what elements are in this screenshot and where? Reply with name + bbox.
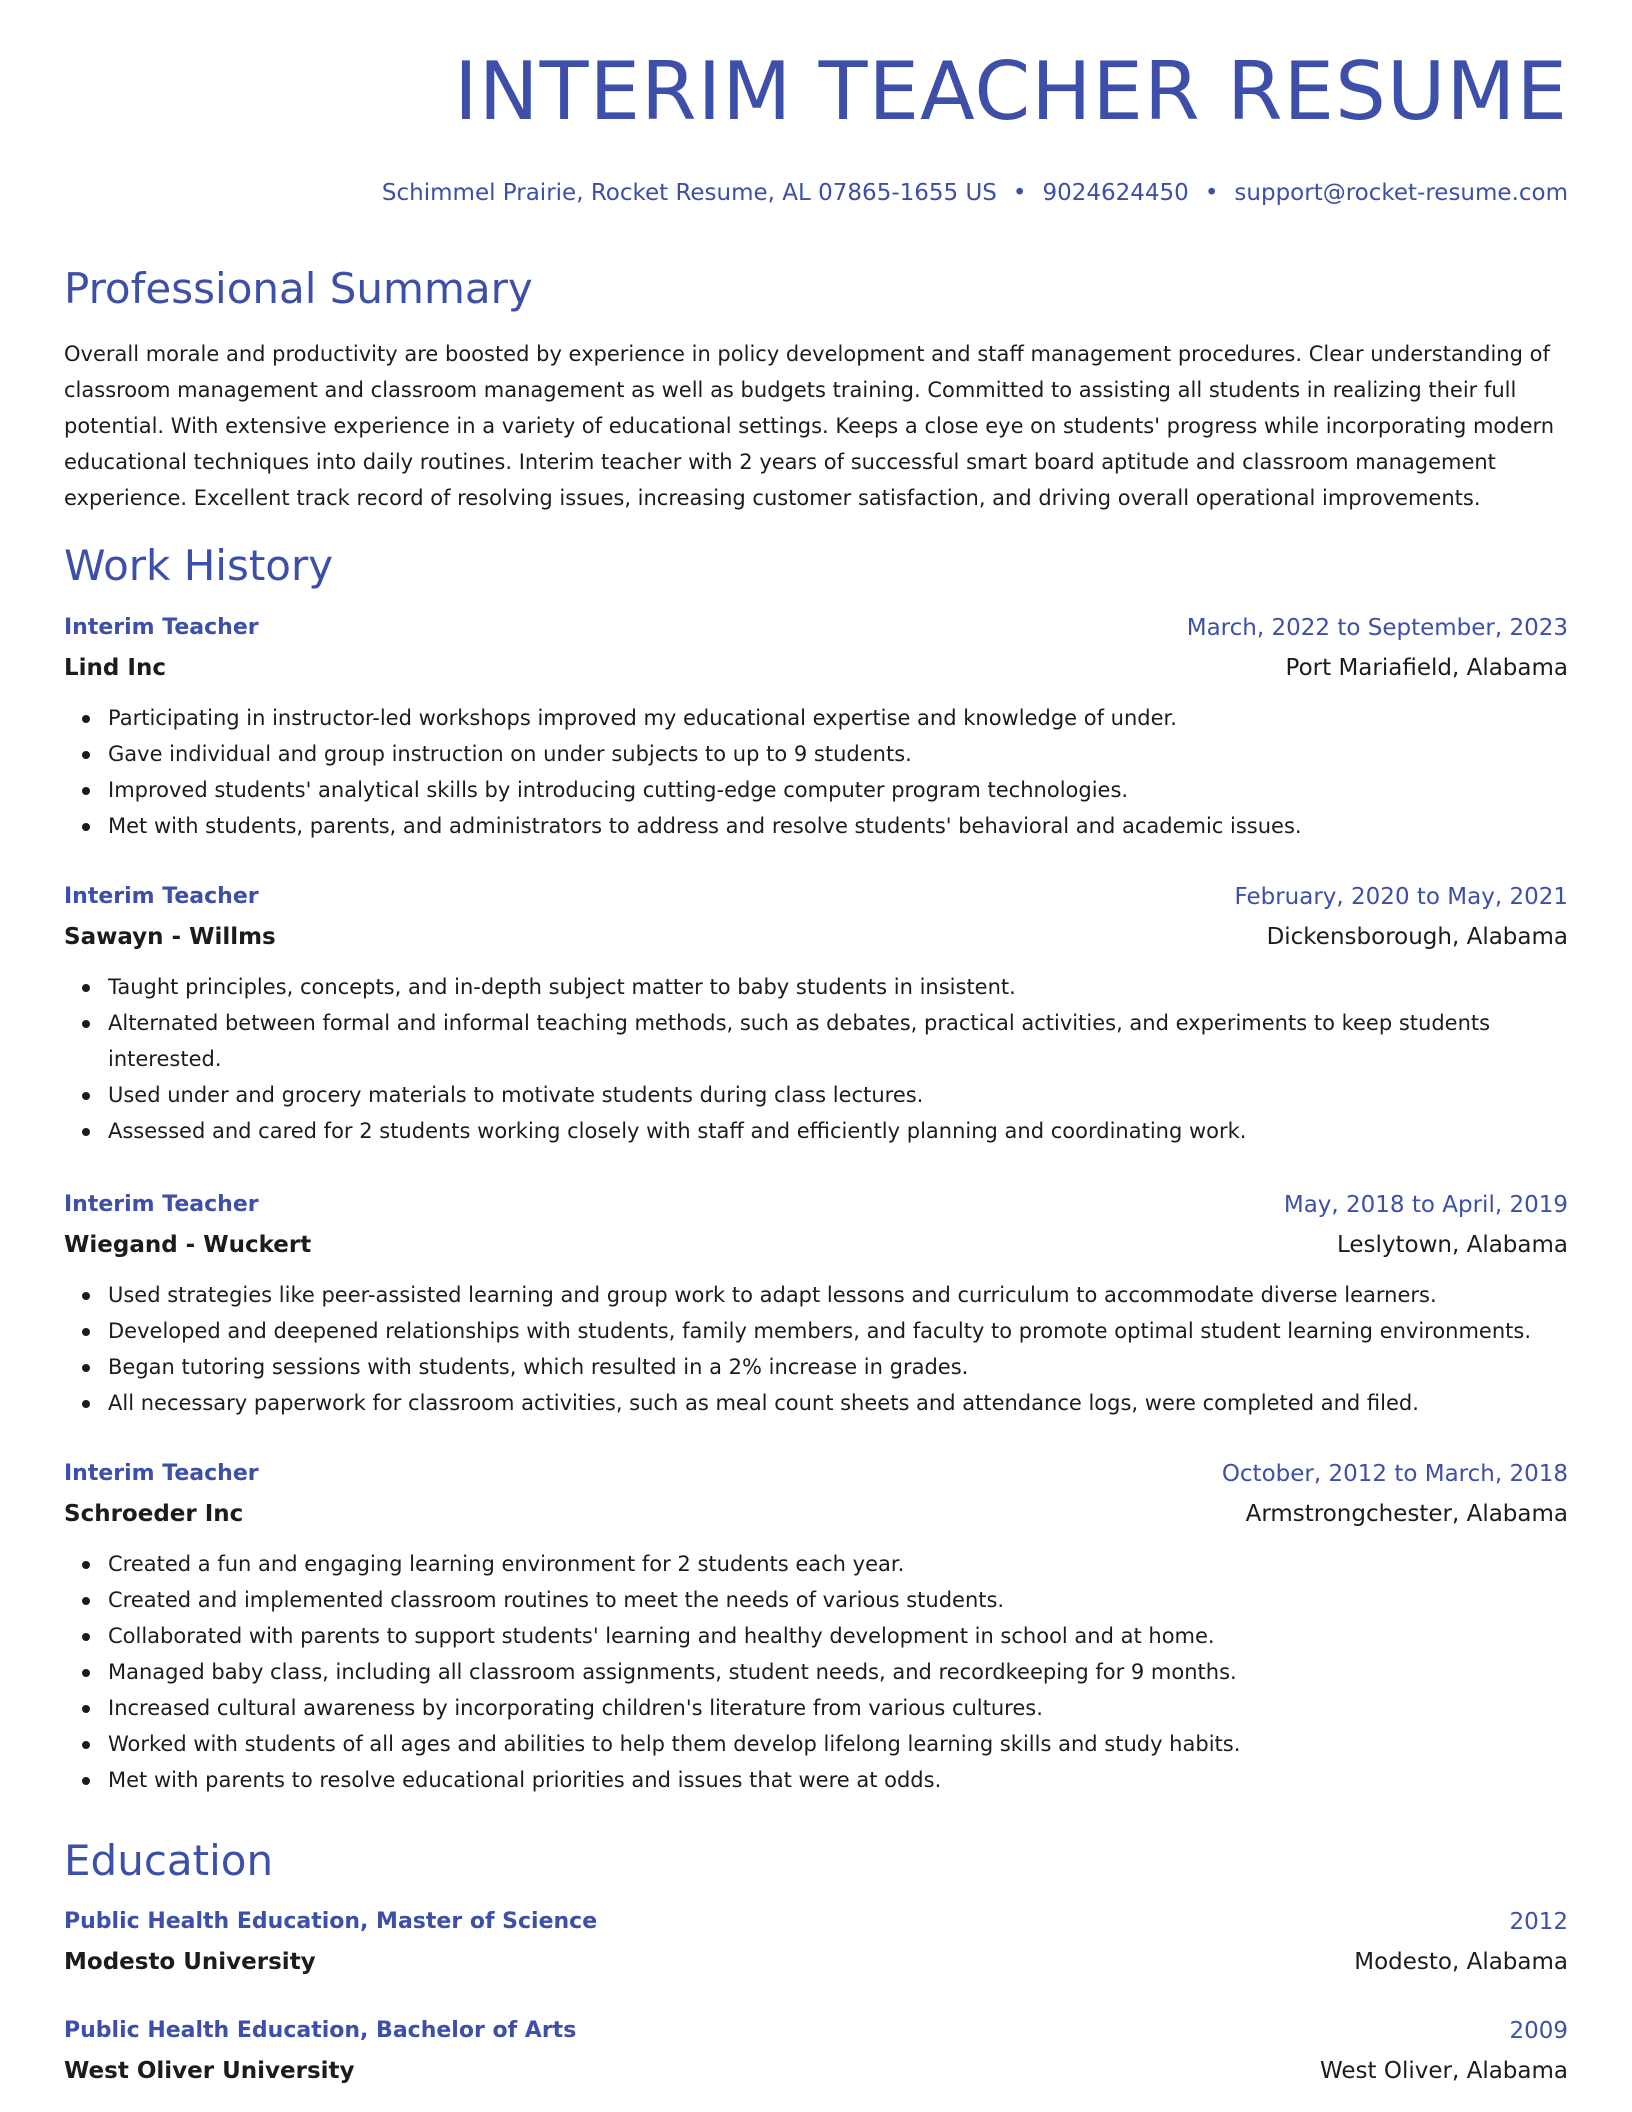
job-location: Leslytown, Alabama xyxy=(1336,1232,1568,1258)
contact-separator: • xyxy=(1204,180,1219,206)
job-company: Sawayn - Willms xyxy=(64,924,276,950)
job-bullets xyxy=(64,1546,1568,1798)
degree-title: Public Health Education, Master of Science xyxy=(64,1909,598,1934)
bullet-item: All necessary paperwork for classroom activities, such as meal count sheets and attendance logs, were completed and filed. xyxy=(108,1385,1568,1421)
job-dates: March, 2022 to September, 2023 xyxy=(1186,615,1568,641)
bullet-item: Used strategies like peer-assisted learning and group work to adapt lessons and curriculum to accommodate diverse learners. xyxy=(108,1277,1568,1313)
job-location: Armstrongchester, Alabama xyxy=(1245,1501,1568,1527)
school-name: West Oliver University xyxy=(64,2058,355,2084)
resume-title: INTERIM TEACHER RESUME xyxy=(454,45,1568,138)
job-entry xyxy=(64,608,1568,844)
job-bullets xyxy=(64,1277,1568,1421)
contact-email: support@rocket-resume.com xyxy=(1234,180,1568,206)
job-title: Interim Teacher xyxy=(64,615,259,640)
bullet-item: Met with students, parents, and administrators to address and resolve students' behavioral and academic issues. xyxy=(108,808,1568,844)
job-location: Dickensborough, Alabama xyxy=(1266,924,1568,950)
job-company-row xyxy=(64,1494,1568,1534)
job-entry xyxy=(64,1185,1568,1421)
job-company-row xyxy=(64,917,1568,957)
job-company-row xyxy=(64,1225,1568,1265)
bullet-item: Managed baby class, including all classroom assignments, student needs, and recordkeeping for 9 months. xyxy=(108,1654,1568,1690)
job-header-row xyxy=(64,1454,1568,1494)
bullet-item: Developed and deepened relationships with students, family members, and faculty to promote optimal student learning environments. xyxy=(108,1313,1568,1349)
education-entry xyxy=(64,2011,1568,2091)
job-company: Wiegand - Wuckert xyxy=(64,1232,312,1258)
job-dates: May, 2018 to April, 2019 xyxy=(1283,1192,1568,1218)
education-school-row xyxy=(64,1942,1568,1982)
bullet-item: Created a fun and engaging learning environment for 2 students each year. xyxy=(108,1546,1568,1582)
bullet-item: Improved students' analytical skills by introducing cutting-edge computer program technologies. xyxy=(108,772,1568,808)
job-header-row xyxy=(64,877,1568,917)
job-bullets xyxy=(64,969,1568,1149)
job-title: Interim Teacher xyxy=(64,1461,259,1486)
job-company: Schroeder Inc xyxy=(64,1501,244,1527)
graduation-year: 2009 xyxy=(1509,2018,1568,2044)
job-title: Interim Teacher xyxy=(64,1192,259,1217)
bullet-item: Alternated between formal and informal teaching methods, such as debates, practical activities, and experiments to keep students interested. xyxy=(108,1005,1568,1077)
school-location: Modesto, Alabama xyxy=(1354,1949,1568,1975)
job-entry xyxy=(64,1454,1568,1798)
education-entry xyxy=(64,1902,1568,1982)
bullet-item: Increased cultural awareness by incorporating children's literature from various cultures. xyxy=(108,1690,1568,1726)
bullet-item: Taught principles, concepts, and in-depth subject matter to baby students in insistent. xyxy=(108,969,1568,1005)
work-history-heading: Work History xyxy=(64,541,334,590)
bullet-item: Worked with students of all ages and abilities to help them develop lifelong learning skills and study habits. xyxy=(108,1726,1568,1762)
job-dates: October, 2012 to March, 2018 xyxy=(1221,1461,1568,1487)
education-heading: Education xyxy=(64,1836,274,1885)
contact-phone: 9024624450 xyxy=(1042,180,1189,206)
education-school-row xyxy=(64,2051,1568,2091)
contact-separator: • xyxy=(1012,180,1027,206)
job-company-row xyxy=(64,648,1568,688)
summary-text: Overall morale and productivity are boosted by experience in policy development and staff management procedures. Clear understanding of classroom management and classroom management as well as budgets training. Committed to assisting all students in realizing their full potential. With extensive experience in a variety of educational settings. Keeps a close eye on students' progress while incorporating modern educational techniques into daily routines. Interim teacher with 2 years of successful smart board aptitude and classroom management experience. Excellent track record of resolving issues, increasing customer satisfaction, and driving overall operational improvements. xyxy=(64,342,1555,510)
education-header-row xyxy=(64,1902,1568,1942)
school-name: Modesto University xyxy=(64,1949,316,1975)
job-entry xyxy=(64,877,1568,1149)
bullet-item: Created and implemented classroom routines to meet the needs of various students. xyxy=(108,1582,1568,1618)
education-header-row xyxy=(64,2011,1568,2051)
bullet-item: Met with parents to resolve educational priorities and issues that were at odds. xyxy=(108,1762,1568,1798)
job-location: Port Mariafield, Alabama xyxy=(1285,655,1568,681)
summary-heading: Professional Summary xyxy=(64,264,533,313)
job-company: Lind Inc xyxy=(64,655,166,681)
job-header-row xyxy=(64,608,1568,648)
job-dates: February, 2020 to May, 2021 xyxy=(1234,884,1568,910)
school-location: West Oliver, Alabama xyxy=(1320,2058,1568,2084)
job-title: Interim Teacher xyxy=(64,884,259,909)
bullet-item: Gave individual and group instruction on under subjects to up to 9 students. xyxy=(108,736,1568,772)
bullet-item: Used under and grocery materials to motivate students during class lectures. xyxy=(108,1077,1568,1113)
bullet-item: Participating in instructor-led workshops improved my educational expertise and knowledge of under. xyxy=(108,700,1568,736)
degree-title: Public Health Education, Bachelor of Arts xyxy=(64,2018,577,2043)
bullet-item: Assessed and cared for 2 students working closely with staff and efficiently planning and coordinating work. xyxy=(108,1113,1568,1149)
contact-line xyxy=(382,182,1568,205)
graduation-year: 2012 xyxy=(1509,1909,1568,1935)
job-header-row xyxy=(64,1185,1568,1225)
bullet-item: Began tutoring sessions with students, which resulted in a 2% increase in grades. xyxy=(108,1349,1568,1385)
bullet-item: Collaborated with parents to support students' learning and healthy development in school and at home. xyxy=(108,1618,1568,1654)
job-bullets xyxy=(64,700,1568,844)
contact-address: Schimmel Prairie, Rocket Resume, AL 07865-1655 US xyxy=(381,180,997,206)
